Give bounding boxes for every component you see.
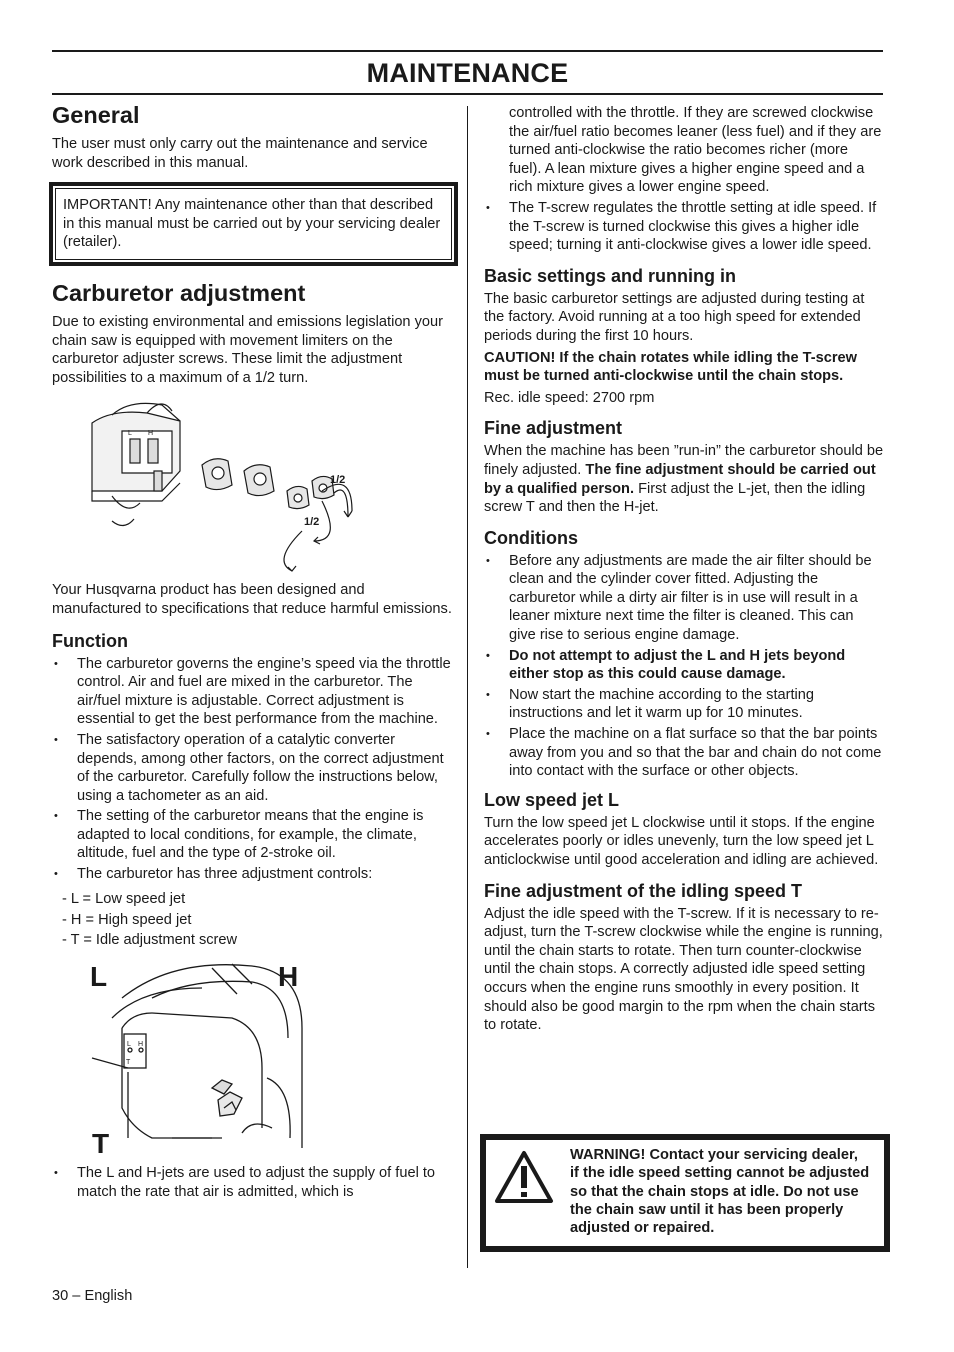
control-l: - L = Low speed jet	[62, 890, 186, 907]
conditions-bullet-2: • Do not attempt to adjust the L and H jets beyond either stop as this could cause damage.	[484, 647, 884, 684]
adjustment-controls-list	[62, 890, 452, 950]
fine-adjustment-heading: Fine adjustment	[484, 418, 623, 439]
jets-bullet-list	[52, 1164, 452, 1201]
figure1-letter-l: L	[128, 430, 132, 438]
design-note: Your Husqvarna product has been designed and manufactured to specifications that reduce harmful emissions.	[52, 582, 452, 617]
carburetor-limiter-illustration	[52, 391, 452, 581]
warning-triangle-icon	[494, 1150, 554, 1204]
fine-text-bold: The fine adjustment should be carried out by a qualified person.	[484, 461, 876, 497]
figure2-label-t: T	[92, 1128, 110, 1157]
fine-adjustment-text	[484, 442, 884, 516]
conditions-bullet-1: • Before any adjustments are made the air filter should be clean and the cylinder cover fitted. Adjusting the carburetor while a dirty air filter is in use will result in a leaner mixture next time the filter is cleaned. This can give rise to serious engine damage.	[484, 552, 884, 645]
function-bullet-1: • The carburetor governs the engine’s speed via the throttle control. Air and fuel are mixed in the carburetor. The air/fuel mixture is adjustable. Correct adjustment is essential to get the best performance from the machine.	[52, 655, 452, 729]
function-bullet-3: • The setting of the carburetor means that the engine is adapted to local conditions, for example, the climate, altitude, fuel and the type of 2-stroke oil.	[52, 807, 452, 863]
carburetor-heading: Carburetor adjustment	[52, 279, 306, 306]
figure2-small-t: T	[126, 1059, 131, 1067]
page-title: MAINTENANCE	[366, 58, 569, 88]
figure2-small-l: L	[127, 1041, 131, 1049]
figure1-label-bottom: 1/2	[304, 516, 320, 529]
figure1-letter-h: H	[148, 430, 154, 438]
t-screw-bullet: • The T-screw regulates the throttle setting at idle speed. If the T-screw is turned clockwise this gives a higher idle speed; turning it anti-clockwise gives a lower idle speed.	[484, 199, 884, 255]
function-bullet-2: • The satisfactory operation of a catalytic converter depends, among other factors, on the correct adjustment of the carburetor. Carefully follow the instructions below, using a tachometer as an aid.	[52, 731, 452, 805]
conditions-bullets	[484, 552, 884, 781]
important-notice-box	[49, 182, 458, 266]
left-column	[52, 100, 452, 1207]
fine-text-a: When the machine has been ”run-in” the carburetor should be finely adjusted.	[484, 443, 884, 478]
figure2-label-l: L	[90, 961, 108, 993]
carburetor-intro: Due to existing environmental and emissions legislation your chain saw is equipped with movement limiters on the carburetor adjuster screws. These limit the adjustment possibilities to a maximum of a 1/2 turn.	[52, 313, 443, 386]
conditions-heading: Conditions	[484, 527, 578, 548]
general-intro: The user must only carry out the maintenance and service work described in this manual.	[52, 136, 428, 171]
general-heading: General	[52, 102, 140, 128]
jets-bullet-start: • The L and H-jets are used to adjust the supply of fuel to match the rate that air is admitted, which is	[52, 1164, 452, 1201]
warning-text: WARNING! Contact your servicing dealer, if the idle speed setting cannot be adjusted so that the chain stops at idle. Do not use the chain saw until it has been properly adjusted or repaired.	[570, 1147, 870, 1237]
figure1-label-top: 1/2	[330, 474, 346, 487]
control-h: - H = High speed jet	[62, 911, 192, 928]
conditions-bullet-3: • Now start the machine according to the starting instructions and let it warm up for 10 minutes.	[484, 686, 884, 723]
page-footer: 30 – English	[52, 1288, 133, 1304]
important-notice-text: IMPORTANT! Any maintenance other than that described in this manual must be carried out by your servicing dealer (retailer).	[63, 197, 441, 251]
idle-speed-spec: Rec. idle speed: 2700 rpm	[484, 389, 655, 406]
lht-screws-illustration	[52, 958, 452, 1156]
function-bullets	[52, 655, 452, 884]
function-bullets-continued	[484, 104, 884, 255]
function-heading: Function	[52, 630, 128, 651]
warning-inner	[486, 1140, 884, 1246]
jets-bullet-continued: controlled with the throttle. If they are screwed clockwise the air/fuel ratio becomes leaner (less fuel) and if they are turned anti-clockwise the ratio becomes richer (more fuel). A lean mixture gives a higher engine speed and a rich mixture gives a lower engine speed.	[509, 105, 882, 196]
low-speed-jet-heading: Low speed jet L	[484, 789, 620, 810]
header-rule-bottom	[52, 93, 883, 95]
figure2-label-h: H	[278, 961, 299, 993]
lht-screws-figure	[52, 958, 452, 1156]
header-rule-top	[52, 50, 883, 52]
function-bullet-4: • The carburetor has three adjustment controls:	[52, 865, 452, 884]
figure2-small-h: H	[138, 1041, 144, 1049]
basic-settings-heading: Basic settings and running in	[484, 265, 737, 286]
carburetor-limiter-figure	[52, 391, 452, 581]
column-divider	[467, 106, 468, 1268]
basic-settings-text: The basic carburetor settings are adjusted during testing at the factory. Avoid running at a too high speed for extended periods during the first 10 hours.	[484, 290, 865, 344]
idle-fine-heading: Fine adjustment of the idling speed T	[484, 880, 803, 901]
idle-fine-text: Adjust the idle speed with the T-screw. If it is necessary to re-adjust, turn the T-screw clockwise while the engine is running, until the chain starts to rotate. Then turn counter-clockwise until the chain stops. A correctly adjusted idle speed setting occurs when the engine runs smoothly in every position. It should also be good margin to the rpm when the chain starts to rotate.	[484, 905, 883, 1034]
right-column	[484, 104, 884, 1041]
fine-text-b: First adjust the L-jet, then the idling screw T and then the H-jet.	[484, 480, 866, 516]
low-speed-jet-text: Turn the low speed jet L clockwise until it stops. If the engine accelerates poorly or idles unevenly, turn the low speed jet L anticlockwise until good acceleration and idling are achieved.	[484, 814, 879, 868]
warning-box	[480, 1134, 890, 1252]
basic-caution: CAUTION! If the chain rotates while idling the T-screw must be turned anti-clockwise until the chain stops.	[484, 349, 857, 385]
control-t: - T = Idle adjustment screw	[62, 932, 238, 949]
conditions-bullet-4: • Place the machine on a flat surface so that the bar points away from you and so that the bar and chain do not come into contact with the surface or other objects.	[484, 725, 884, 781]
